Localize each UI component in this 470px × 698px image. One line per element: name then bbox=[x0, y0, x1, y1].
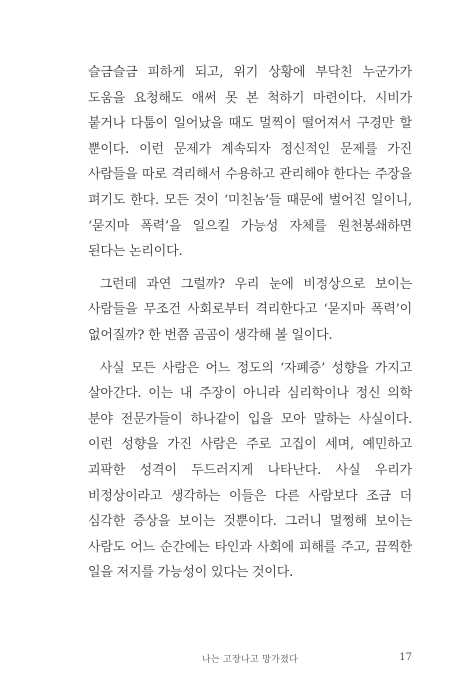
paragraph-3: 사실 모든 사람은 어느 정도의 ‘자폐증’ 성향을 가지고 살아간다. 이는 내 주장이 아니라 심리학이나 정신 의학 분야 전문가들이 하나같이 입을 모아 말하는 사실이다. 이런 성향을 가진 사람은 주로 고집이 세며, 예민하고 괴팍한 성격이 두드러지게 나타난다. 사실 우리가 비정상이라고 생각하는 이들은 다른 사람보다 조금 더 심각한 증상을 보이는 것뿐이다. 그러니 멀쩡해 보이는 사람도 어느 순간에는 타인과 사회에 피해를 주고, 끔찍한 일을 저지를 가능성이 있다는 것이다. bbox=[88, 360, 412, 581]
body-text bbox=[88, 60, 412, 586]
page-number: 17 bbox=[399, 652, 412, 663]
paragraph-2: 그런데 과연 그럴까? 우리 눈에 비정상으로 보이는 사람들을 무조건 사회로부터 격리한다고 ‘묻지마 폭력’이 없어질까? 한 번쯤 곰곰이 생각해 볼 일이다. bbox=[88, 276, 412, 343]
paragraph-1: 슬금슬금 피하게 되고, 위기 상황에 부닥친 누군가가 도움을 요청해도 애써 못 본 척하기 마련이다. 시비가 붙거나 다툼이 일어났을 때도 멀찍이 떨어져서 구경만 할 뿐이다. 이런 문제가 계속되자 정신적인 문제를 가진 사람들을 따로 격리해서 수용하고 관리해야 한다는 주장을 펴기도 한다. 모든 것이 ‘미친놈’들 때문에 벌어진 일이니, ‘묻지마 폭력’을 일으킬 가능성 자체를 원천봉쇄하면 된다는 논리이다. bbox=[88, 65, 412, 260]
running-title: 나는 고장나고 망가졌다 bbox=[201, 655, 299, 665]
page-footer bbox=[88, 652, 412, 666]
